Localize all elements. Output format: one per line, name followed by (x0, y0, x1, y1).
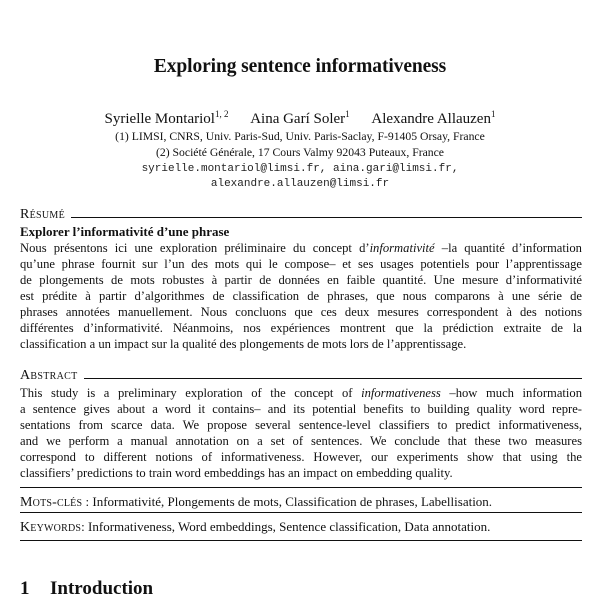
keywords-fr-values: Informativité, Plongements de mots, Classification de phrases, Labellisation. (92, 494, 493, 509)
author-affiliation-marker: 1, 2 (214, 109, 229, 119)
keywords-fr-label: Mots-clés (20, 495, 83, 510)
paragraph-line: This study is a preliminary exploration of the concept of informativeness –how much information (20, 386, 582, 400)
divider (20, 540, 582, 541)
resume-heading-label: Résumé (20, 207, 66, 222)
author-1 (105, 111, 229, 128)
author-affiliation-marker: 1 (345, 109, 350, 119)
author-name: Aina Garí Soler (250, 111, 346, 127)
paper-title: Exploring sentence informativeness (153, 56, 447, 77)
author-affiliation-marker: 1 (490, 109, 496, 119)
keywords-en: Keywords: Informativeness, Word embeddings, Sentence classification, Data annotation. (20, 519, 491, 535)
author-3 (371, 111, 495, 128)
author-name: Alexandre Allauzen (371, 111, 491, 127)
paragraph-line: Nous présentons ici une exploration préliminaire du concept d’informativité –la quantité d’information (20, 241, 582, 255)
paragraph-line: sentations from scarce data. We propose several sentence-level classifiers to predict informativeness, (20, 418, 582, 432)
keywords-en-label: Keywords (20, 520, 82, 535)
paragraph-line: qu’une phrase fournit sur l’un des mots qui le compose– et ses usages potentiels pour l’apprentissage (20, 257, 582, 271)
abstract-heading (20, 368, 582, 384)
resume-paragraph (20, 240, 582, 352)
keywords-en-values: Informativeness, Word embeddings, Sentence classification, Data annotation. (88, 519, 491, 534)
paragraph-line: différentes d’informativité. Néanmoins, nos expériences montrent que la prédiction extraite de la (20, 321, 582, 335)
heading-rule (84, 378, 582, 379)
paragraph-line: est prédite à partir d’algorithmes de classification de phrases, que nous comparons à une série de (20, 289, 582, 303)
heading-rule (71, 217, 582, 218)
author-list (0, 111, 600, 128)
paragraph-line: and we perform a manual annotation on a set of sentences. We conclude that these two measures (20, 434, 582, 448)
paragraph-line: correspond to different notions of informativeness. However, our experiments show that using the (20, 450, 582, 464)
keywords-fr: Mots-clés : Informativité, Plongements de mots, Classification de phrases, Labellisation. (20, 494, 493, 510)
paragraph-line: classifiers’ predictions to train word embeddings has an impact on embedding quality. (20, 466, 453, 480)
resume-subtitle: Explorer l’informativité d’une phrase (20, 224, 230, 239)
paragraph-line: classification a un impact sur la qualité des plongements de mots lors de l’apprentissage. (20, 337, 467, 351)
author-2 (250, 111, 349, 128)
author-name: Syrielle Montariol (104, 111, 215, 127)
resume-heading (20, 207, 582, 223)
section-heading (20, 578, 153, 600)
affiliation-1: (1) LIMSI, CNRS, Univ. Paris-Sud, Univ. Paris-Saclay, F-91405 Orsay, France (115, 130, 485, 143)
affiliation-2: (2) Société Générale, 17 Cours Valmy 92043 Puteaux, France (155, 146, 444, 159)
divider (20, 487, 582, 488)
divider (20, 512, 582, 513)
email-line-2: alexandre.allauzen@limsi.fr (210, 178, 390, 190)
section-title: Introduction (50, 578, 154, 599)
section-number: 1 (20, 578, 30, 599)
abstract-heading-label: Abstract (20, 368, 78, 383)
abstract-paragraph (20, 385, 582, 481)
paragraph-line: de plongements de mots robustes à partir de données en faible quantité. Une mesure d’informativité (20, 273, 582, 287)
paragraph-line: phrases annotées manuellement. Nous concluons que ces deux mesures correspondent à des notions (20, 305, 582, 319)
paragraph-line: a sentence gives about a word it contains– and its potential benefits to building quality word repre- (20, 402, 582, 416)
email-line-1: syrielle.montariol@limsi.fr, aina.gari@limsi.fr, (141, 163, 459, 175)
